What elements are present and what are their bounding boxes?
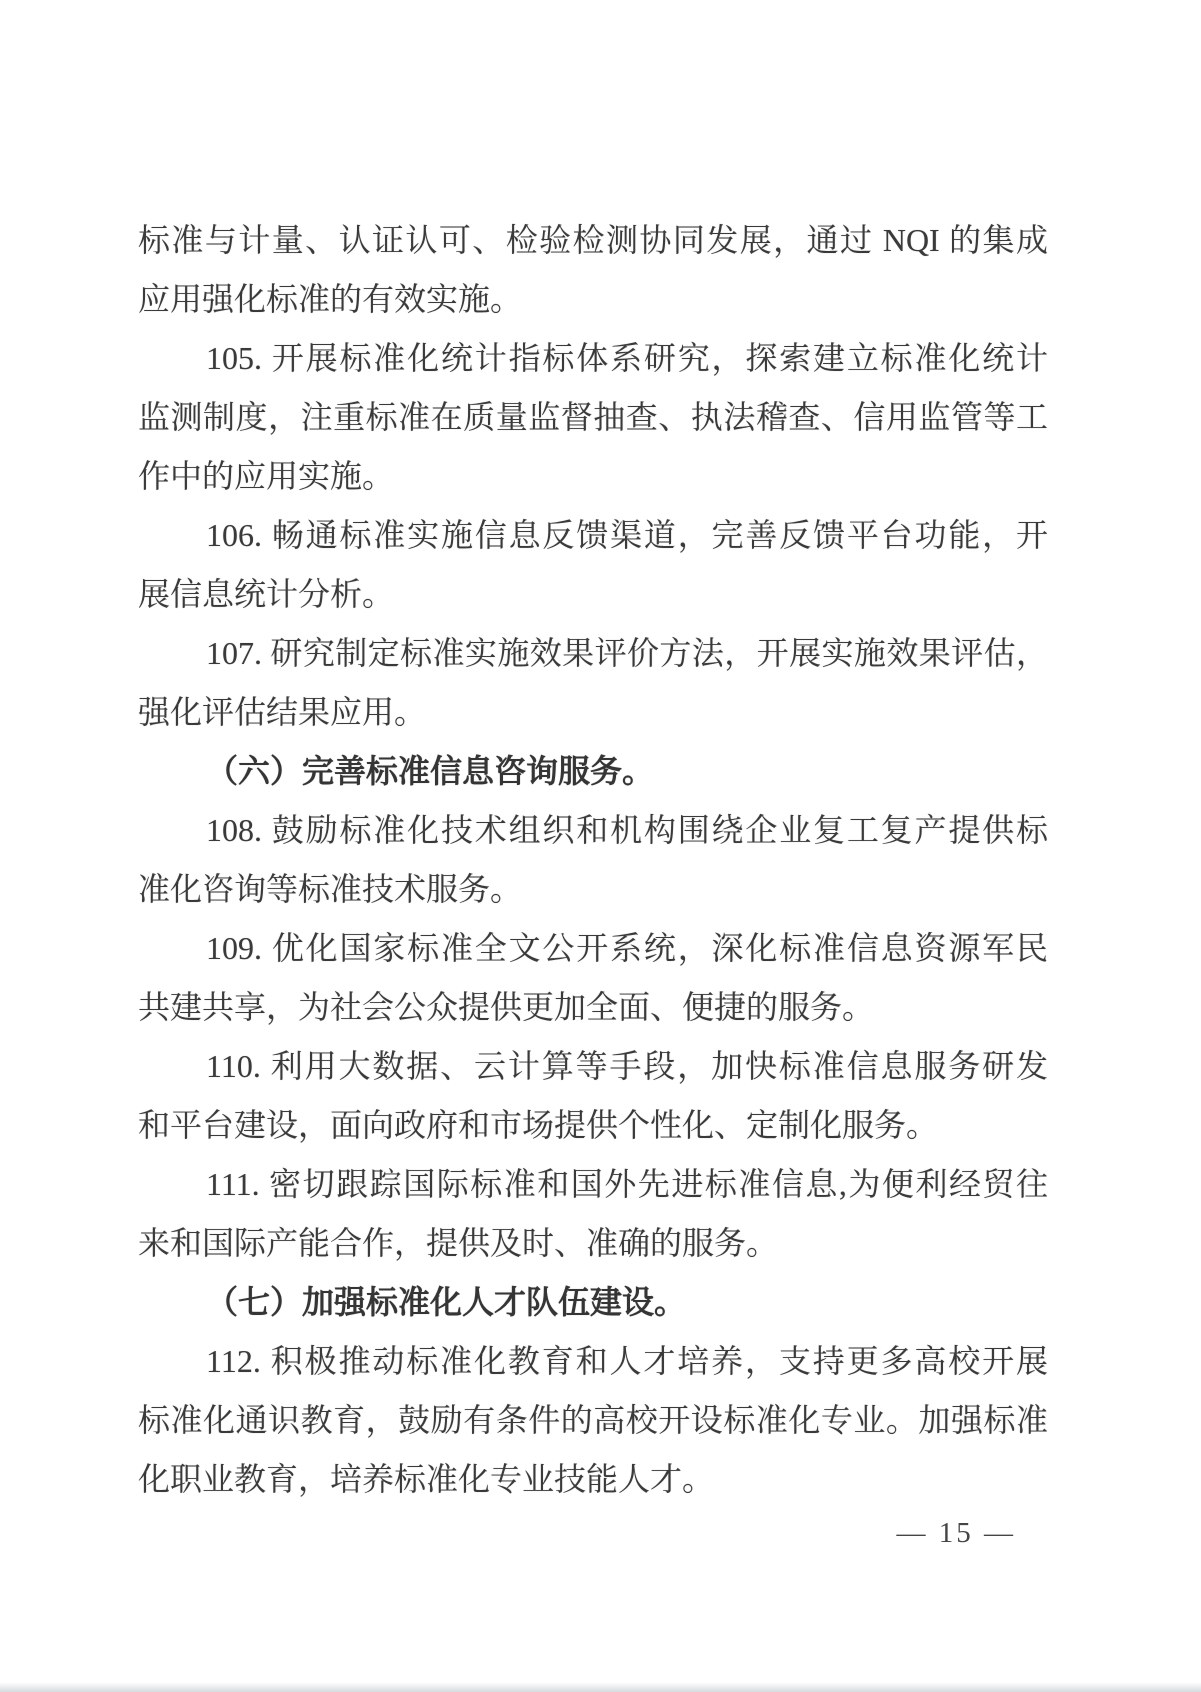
- text-line: 标准化通识教育，鼓励有条件的高校开设标准化专业。加强标准: [138, 1402, 1048, 1438]
- page-number: — 15 —: [896, 1517, 1016, 1549]
- section-heading: （六）完善标准信息咨询服务。: [206, 753, 655, 789]
- text-line: 作中的应用实施。: [138, 458, 395, 494]
- text-line: 105. 开展标准化统计指标体系研究，探索建立标准化统计: [206, 340, 1048, 376]
- scan-edge-shadow: [0, 1682, 1201, 1692]
- document-body: [138, 211, 1048, 1509]
- text-line: 化职业教育，培养标准化专业技能人才。: [138, 1461, 715, 1497]
- text-line: 108. 鼓励标准化技术组织和机构围绕企业复工复产提供标: [206, 812, 1048, 848]
- page-number-row: [138, 1512, 1048, 1554]
- text-line: 强化评估结果应用。: [138, 694, 427, 730]
- text-line: 106. 畅通标准实施信息反馈渠道，完善反馈平台功能，开: [206, 517, 1048, 553]
- text-line: 107. 研究制定标准实施效果评价方法，开展实施效果评估，: [206, 635, 1048, 671]
- text-line: 和平台建设，面向政府和市场提供个性化、定制化服务。: [138, 1107, 939, 1143]
- text-line: 112. 积极推动标准化教育和人才培养，支持更多高校开展: [206, 1343, 1048, 1379]
- text-line: 展信息统计分析。: [138, 576, 395, 612]
- text-line: 来和国际产能合作，提供及时、准确的服务。: [138, 1225, 779, 1261]
- text-line: 应用强化标准的有效实施。: [138, 281, 523, 317]
- text-line: 准化咨询等标准技术服务。: [138, 871, 523, 907]
- text-line: 109. 优化国家标准全文公开系统，深化标准信息资源军民: [206, 930, 1048, 966]
- section-heading: （七）加强标准化人才队伍建设。: [206, 1284, 687, 1320]
- text-line: 111. 密切跟踪国际标准和国外先进标准信息,为便利经贸往: [206, 1166, 1048, 1202]
- text-line: 共建共享，为社会公众提供更加全面、便捷的服务。: [138, 989, 875, 1025]
- text-line: 标准与计量、认证认可、检验检测协同发展，通过 NQI 的集成: [138, 222, 1048, 258]
- text-line: 110. 利用大数据、云计算等手段，加快标准信息服务研发: [206, 1048, 1048, 1084]
- text-line: 监测制度，注重标准在质量监督抽查、执法稽查、信用监管等工: [138, 399, 1048, 435]
